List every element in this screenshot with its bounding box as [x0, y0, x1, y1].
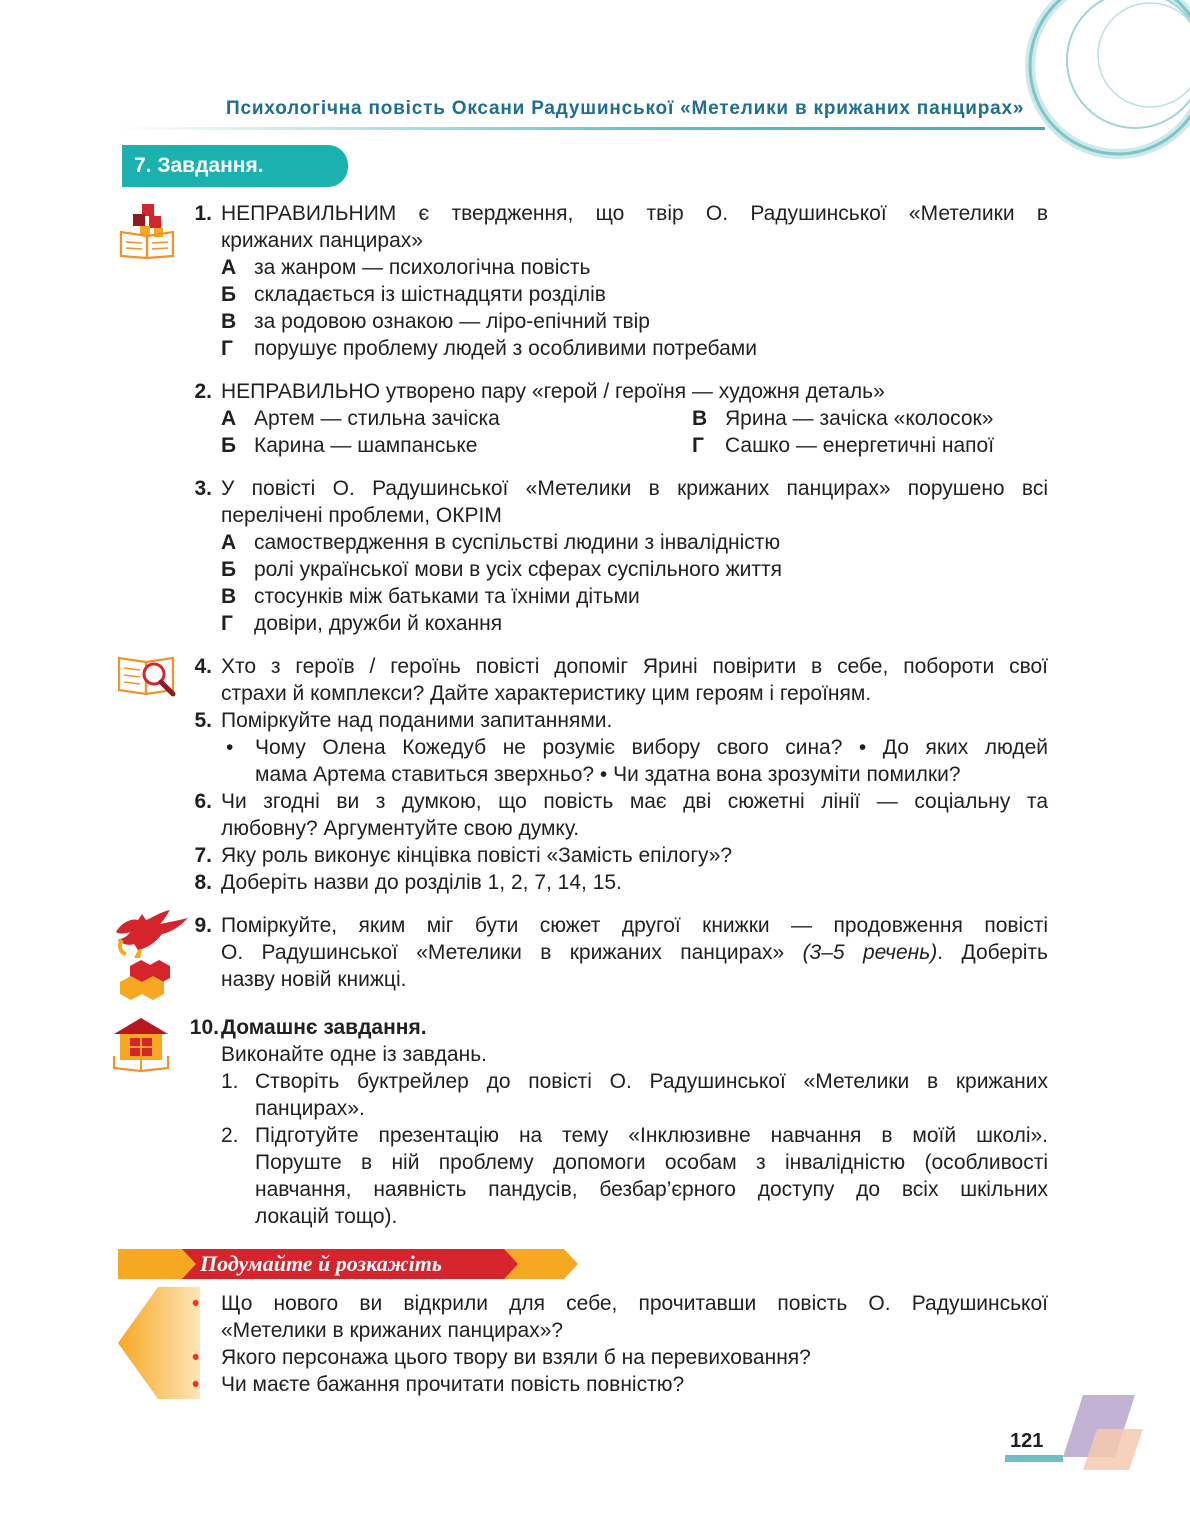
section-title: 7. Завдання.	[122, 145, 348, 187]
task-3-option-g: Г довіри, дружби й кохання	[221, 612, 503, 635]
task-9-number: 9.	[194, 914, 212, 937]
task-7-text: Яку роль виконує кінцівка повісті «Замість епілогу»?	[221, 844, 733, 867]
task-8-number: 8.	[194, 871, 212, 894]
task-4-text-line1: Хто з героїв / героїнь повісті допоміг Ярині повірити в себе, побороти свої	[221, 655, 1048, 678]
home-book-icon	[110, 1016, 172, 1072]
task-1-option-b: Б складається із шістнадцяти розділів	[221, 283, 606, 306]
task-6-number: 6.	[194, 790, 212, 813]
task-2-number: 2.	[194, 380, 212, 403]
task-8-text: Доберіть назви до розділів 1, 2, 7, 14, 15.	[221, 871, 622, 894]
think-bullet-3: •	[192, 1373, 200, 1396]
header-circles-decoration	[1000, 0, 1190, 175]
book-puzzle-icon	[118, 200, 178, 262]
task-5-text: Поміркуйте над поданими запитаннями.	[221, 709, 613, 732]
header-divider	[115, 127, 1045, 130]
task-1-text-line1: НЕПРАВИЛЬНИМ є твердження, що твір О. Радушинської «Метелики в	[221, 202, 1048, 225]
think-side-arrow	[118, 1287, 200, 1399]
task-5-number: 5.	[194, 709, 212, 732]
think-bullet-2: •	[192, 1346, 200, 1369]
task-3-text-line2: перелічені проблеми, ОКРІМ	[221, 504, 502, 527]
task-3-number: 3.	[194, 477, 212, 500]
task-10-item-2-line1: Підготуйте презентацію на тему «Інклюзивне навчання в моїй школі».	[255, 1124, 1048, 1147]
task-9-text-line3: назву новій книжці.	[221, 968, 407, 991]
task-4-number: 4.	[194, 655, 212, 678]
think-question-3: Чи маєте бажання прочитати повість повністю?	[221, 1373, 685, 1396]
task-6-text-line1: Чи згодні ви з думкою, що повість має дві сюжетні лінії — соціальну та	[221, 790, 1048, 813]
task-5-questions-line1: Чому Олена Кожедуб не розуміє вибору свого сина? • До яких людей	[255, 736, 1048, 759]
task-2-option-g: Г Сашко — енергетичні напої	[692, 434, 995, 457]
page-number: 121	[1010, 1430, 1044, 1452]
task-7-number: 7.	[194, 844, 212, 867]
task-1-option-g: Г порушує проблему людей з особливими потребами	[221, 337, 757, 360]
task-10-number: 10.	[189, 1016, 219, 1039]
task-5-bullet: •	[226, 736, 234, 759]
think-bullet-1: •	[192, 1292, 200, 1315]
task-2-text: НЕПРАВИЛЬНО утворено пару «герой / героїня — художня деталь»	[221, 380, 885, 403]
task-10-item-1-number: 1.	[221, 1070, 239, 1093]
task-10-intro: Виконайте одне із завдань.	[221, 1043, 487, 1066]
task-10-item-2-number: 2.	[221, 1124, 239, 1147]
task-1-option-a: А за жанром — психологічна повість	[221, 256, 591, 279]
task-10-item-1-line1: Створіть буктрейлер до повісті О. Радушинської «Метелики в крижаних	[255, 1070, 1048, 1093]
task-10-item-2-line3: навчання, наявність пандусів, безбар’єрного доступу до всіх шкільних	[255, 1178, 1048, 1201]
task-3-option-a: А самоствердження в суспільстві людини з інвалідністю	[221, 531, 781, 554]
task-3-option-v: В стосунків між батьками та їхніми дітьми	[221, 585, 640, 608]
task-9-text-line1: Поміркуйте, яким міг бути сюжет другої книжки — продовження повісті	[221, 914, 1048, 937]
think-banner-title: Подумайте й розкажіть	[200, 1251, 442, 1276]
think-question-1-line2: «Метелики в крижаних панцирах»?	[221, 1319, 564, 1342]
task-9-text-line2: О. Радушинської «Метелики в крижаних панцирах» (3–5 речень). Доберіть	[221, 941, 1048, 964]
task-10-title: Домашнє завдання.	[221, 1016, 427, 1039]
task-3-option-b: Б ролі української мови в усіх сферах суспільного життя	[221, 558, 782, 581]
task-3-text-line1: У повісті О. Радушинської «Метелики в крижаних панцирах» порушено всі	[221, 477, 1048, 500]
task-1-text-line2: крижаних панцирах»	[221, 229, 423, 252]
task-5-questions-line2: мама Артема ставиться зверхньо? • Чи здатна вона зрозуміти помилки?	[255, 763, 961, 786]
task-10-item-2-line4: локацій тощо).	[255, 1205, 398, 1228]
think-question-1-line1: Що нового ви відкрили для себе, прочитавши повість О. Радушинської	[221, 1292, 1048, 1315]
task-10-item-1-line2: панцирах».	[255, 1097, 365, 1120]
task-6-text-line2: любовну? Аргументуйте свою думку.	[221, 817, 580, 840]
task-2-option-a: А Артем — стильна зачіска	[221, 407, 500, 430]
book-magnifier-icon	[116, 652, 178, 698]
task-4-text-line2: страхи й комплекси? Дайте характеристику цим героям і героїням.	[221, 682, 872, 705]
task-10-item-2-line2: Поруште в ній проблему допомоги особам з інвалідністю (особливості	[255, 1151, 1048, 1174]
task-1-option-v: В за родовою ознакою — ліро-епічний твір	[221, 310, 650, 333]
running-header: Психологічна повість Оксани Радушинської «Метелики в крижаних панцирах»	[226, 98, 1025, 119]
task-2-option-v: В Ярина — зачіска «колосок»	[692, 407, 994, 430]
think-question-2: Якого персонажа цього твору ви взяли б на перевиховання?	[221, 1346, 811, 1369]
task-1-number: 1.	[194, 202, 212, 225]
task-2-option-b: Б Карина — шампанське	[221, 434, 478, 457]
